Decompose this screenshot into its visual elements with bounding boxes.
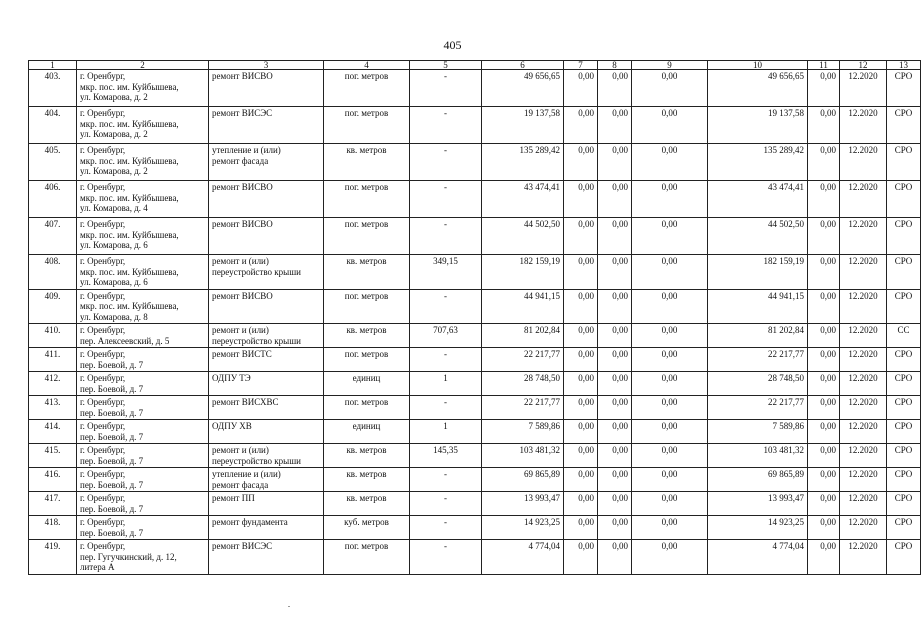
cost-cell: 0,00 [808,107,840,144]
cost-cell: 0,00 [808,492,840,516]
cost-cell: 0,00 [632,420,708,444]
row-number-cell: 406. [29,181,77,218]
cost-cell: 0,00 [598,255,632,290]
funding-source-cell: СРО [887,181,921,218]
address-cell: г. Оренбург, пер. Боевой, д. 7 [77,492,209,516]
quantity-cell: 145,35 [410,444,482,468]
address-cell: г. Оренбург, пер. Алексеевский, д. 5 [77,324,209,348]
funding-source-cell: СРО [887,289,921,324]
cost-cell: 0,00 [598,372,632,396]
cost-cell: 69 865,89 [708,468,808,492]
cost-cell: 0,00 [808,372,840,396]
completion-date-cell: 12.2020 [840,540,887,575]
cost-cell: 0,00 [598,218,632,255]
cost-cell: 0,00 [564,144,598,181]
work-type-cell: ремонт фундамента [209,516,324,540]
cost-cell: 0,00 [632,444,708,468]
table-row [29,420,921,444]
column-header: 4 [324,61,410,70]
table-row [29,218,921,255]
unit-cell: пог. метров [324,181,410,218]
scan-speck [288,606,290,607]
quantity-cell: - [410,218,482,255]
cost-cell: 0,00 [598,420,632,444]
total-cost-cell: 44 502,50 [482,218,564,255]
table-row [29,324,921,348]
funding-source-cell: СРО [887,420,921,444]
table-row [29,396,921,420]
unit-cell: куб. метров [324,516,410,540]
table-row [29,372,921,396]
completion-date-cell: 12.2020 [840,70,887,107]
cost-cell: 49 656,65 [708,70,808,107]
unit-cell: кв. метров [324,444,410,468]
funding-source-cell: СРО [887,444,921,468]
funding-source-cell: СРО [887,70,921,107]
cost-cell: 0,00 [564,70,598,107]
total-cost-cell: 7 589,86 [482,420,564,444]
completion-date-cell: 12.2020 [840,289,887,324]
cost-cell: 0,00 [808,144,840,181]
total-cost-cell: 4 774,04 [482,540,564,575]
unit-cell: единиц [324,372,410,396]
work-type-cell: ремонт ВИСВО [209,289,324,324]
cost-cell: 0,00 [632,540,708,575]
cost-cell: 0,00 [564,516,598,540]
funding-source-cell: СРО [887,396,921,420]
quantity-cell: - [410,144,482,181]
column-header: 10 [708,61,808,70]
completion-date-cell: 12.2020 [840,255,887,290]
unit-cell: кв. метров [324,492,410,516]
row-number-cell: 411. [29,348,77,372]
row-number-cell: 408. [29,255,77,290]
address-cell: г. Оренбург, мкр. пос. им. Куйбышева, ул. Комарова, д. 6 [77,218,209,255]
completion-date-cell: 12.2020 [840,372,887,396]
table-row [29,516,921,540]
cost-cell: 0,00 [564,255,598,290]
row-number-cell: 407. [29,218,77,255]
funding-source-cell: СРО [887,372,921,396]
table-row [29,540,921,575]
quantity-cell: 349,15 [410,255,482,290]
work-type-cell: утепление и (или) ремонт фасада [209,468,324,492]
total-cost-cell: 49 656,65 [482,70,564,107]
cost-cell: 0,00 [808,181,840,218]
quantity-cell: - [410,540,482,575]
quantity-cell: - [410,396,482,420]
unit-cell: кв. метров [324,468,410,492]
cost-cell: 0,00 [632,324,708,348]
funding-source-cell: СРО [887,492,921,516]
unit-cell: кв. метров [324,144,410,181]
work-type-cell: ремонт ВИСЭС [209,107,324,144]
table-row [29,181,921,218]
unit-cell: пог. метров [324,289,410,324]
cost-cell: 13 993,47 [708,492,808,516]
address-cell: г. Оренбург, пер. Боевой, д. 7 [77,372,209,396]
address-cell: г. Оренбург, мкр. пос. им. Куйбышева, ул. Комарова, д. 2 [77,107,209,144]
total-cost-cell: 103 481,32 [482,444,564,468]
cost-cell: 0,00 [564,218,598,255]
cost-cell: 0,00 [632,218,708,255]
cost-cell: 0,00 [598,181,632,218]
cost-cell: 0,00 [598,540,632,575]
cost-cell: 0,00 [808,324,840,348]
address-cell: г. Оренбург, мкр. пос. им. Куйбышева, ул. Комарова, д. 6 [77,255,209,290]
cost-cell: 0,00 [632,372,708,396]
completion-date-cell: 12.2020 [840,516,887,540]
table-row [29,70,921,107]
cost-cell: 0,00 [598,468,632,492]
completion-date-cell: 12.2020 [840,107,887,144]
cost-cell: 7 589,86 [708,420,808,444]
cost-cell: 0,00 [808,70,840,107]
total-cost-cell: 22 217,77 [482,348,564,372]
column-header: 1 [29,61,77,70]
unit-cell: пог. метров [324,348,410,372]
column-number-row [29,61,921,70]
cost-cell: 0,00 [564,372,598,396]
cost-cell: 0,00 [598,396,632,420]
cost-cell: 22 217,77 [708,396,808,420]
cost-cell: 19 137,58 [708,107,808,144]
cost-cell: 0,00 [598,144,632,181]
cost-cell: 22 217,77 [708,348,808,372]
work-type-cell: ремонт ВИСЭС [209,540,324,575]
row-number-cell: 410. [29,324,77,348]
table-row [29,144,921,181]
work-type-cell: ремонт и (или) переустройство крыши [209,444,324,468]
quantity-cell: 1 [410,420,482,444]
table-row [29,492,921,516]
table-row [29,255,921,290]
completion-date-cell: 12.2020 [840,181,887,218]
quantity-cell: - [410,348,482,372]
completion-date-cell: 12.2020 [840,492,887,516]
completion-date-cell: 12.2020 [840,420,887,444]
unit-cell: пог. метров [324,540,410,575]
column-header: 8 [598,61,632,70]
row-number-cell: 404. [29,107,77,144]
completion-date-cell: 12.2020 [840,218,887,255]
cost-cell: 0,00 [808,348,840,372]
funding-source-cell: СРО [887,348,921,372]
address-cell: г. Оренбург, пер. Боевой, д. 7 [77,516,209,540]
funding-source-cell: СРО [887,255,921,290]
cost-cell: 0,00 [564,348,598,372]
address-cell: г. Оренбург, пер. Боевой, д. 7 [77,444,209,468]
work-type-cell: ремонт ВИСТС [209,348,324,372]
unit-cell: кв. метров [324,324,410,348]
cost-cell: 0,00 [632,70,708,107]
funding-source-cell: СРО [887,218,921,255]
table-row [29,468,921,492]
total-cost-cell: 81 202,84 [482,324,564,348]
quantity-cell: - [410,107,482,144]
column-header: 3 [209,61,324,70]
capital-repair-table [28,60,921,575]
work-type-cell: ОДПУ ТЭ [209,372,324,396]
quantity-cell: - [410,70,482,107]
unit-cell: кв. метров [324,255,410,290]
cost-cell: 0,00 [598,70,632,107]
completion-date-cell: 12.2020 [840,348,887,372]
cost-cell: 0,00 [564,444,598,468]
address-cell: г. Оренбург, пер. Боевой, д. 7 [77,420,209,444]
funding-source-cell: СРО [887,540,921,575]
work-type-cell: утепление и (или) ремонт фасада [209,144,324,181]
address-cell: г. Оренбург, мкр. пос. им. Куйбышева, ул. Комарова, д. 2 [77,70,209,107]
cost-cell: 0,00 [598,348,632,372]
table-row [29,289,921,324]
cost-cell: 135 289,42 [708,144,808,181]
total-cost-cell: 19 137,58 [482,107,564,144]
column-header: 11 [808,61,840,70]
row-number-cell: 415. [29,444,77,468]
unit-cell: пог. метров [324,107,410,144]
row-number-cell: 414. [29,420,77,444]
row-number-cell: 418. [29,516,77,540]
cost-cell: 43 474,41 [708,181,808,218]
completion-date-cell: 12.2020 [840,324,887,348]
cost-cell: 81 202,84 [708,324,808,348]
work-type-cell: ОДПУ ХВ [209,420,324,444]
table-row [29,348,921,372]
address-cell: г. Оренбург, пер. Гугучкинский, д. 12, литера А [77,540,209,575]
row-number-cell: 413. [29,396,77,420]
cost-cell: 0,00 [808,218,840,255]
total-cost-cell: 22 217,77 [482,396,564,420]
quantity-cell: - [410,181,482,218]
column-header: 6 [482,61,564,70]
work-type-cell: ремонт ВИСВО [209,218,324,255]
cost-cell: 0,00 [632,396,708,420]
cost-cell: 0,00 [564,396,598,420]
row-number-cell: 403. [29,70,77,107]
quantity-cell: 1 [410,372,482,396]
cost-cell: 44 941,15 [708,289,808,324]
total-cost-cell: 135 289,42 [482,144,564,181]
cost-cell: 0,00 [564,468,598,492]
cost-cell: 0,00 [564,492,598,516]
cost-cell: 0,00 [564,289,598,324]
funding-source-cell: СС [887,324,921,348]
work-type-cell: ремонт ПП [209,492,324,516]
column-header: 13 [887,61,921,70]
row-number-cell: 419. [29,540,77,575]
cost-cell: 0,00 [632,181,708,218]
total-cost-cell: 13 993,47 [482,492,564,516]
address-cell: г. Оренбург, мкр. пос. им. Куйбышева, ул. Комарова, д. 2 [77,144,209,181]
cost-cell: 0,00 [598,444,632,468]
unit-cell: пог. метров [324,396,410,420]
table-row [29,107,921,144]
work-type-cell: ремонт ВИСВО [209,70,324,107]
address-cell: г. Оренбург, пер. Боевой, д. 7 [77,396,209,420]
cost-cell: 0,00 [564,181,598,218]
cost-cell: 0,00 [564,107,598,144]
cost-cell: 182 159,19 [708,255,808,290]
cost-cell: 44 502,50 [708,218,808,255]
cost-cell: 0,00 [632,468,708,492]
cost-cell: 0,00 [808,444,840,468]
cost-cell: 0,00 [632,348,708,372]
column-header: 5 [410,61,482,70]
cost-cell: 0,00 [598,516,632,540]
total-cost-cell: 28 748,50 [482,372,564,396]
total-cost-cell: 44 941,15 [482,289,564,324]
funding-source-cell: СРО [887,468,921,492]
total-cost-cell: 43 474,41 [482,181,564,218]
cost-cell: 0,00 [598,492,632,516]
total-cost-cell: 69 865,89 [482,468,564,492]
total-cost-cell: 182 159,19 [482,255,564,290]
address-cell: г. Оренбург, пер. Боевой, д. 7 [77,468,209,492]
cost-cell: 0,00 [632,255,708,290]
cost-cell: 0,00 [564,324,598,348]
cost-cell: 0,00 [808,289,840,324]
page-number: 405 [443,38,462,52]
row-number-cell: 412. [29,372,77,396]
cost-cell: 0,00 [598,107,632,144]
completion-date-cell: 12.2020 [840,444,887,468]
total-cost-cell: 14 923,25 [482,516,564,540]
cost-cell: 0,00 [564,420,598,444]
address-cell: г. Оренбург, мкр. пос. им. Куйбышева, ул. Комарова, д. 8 [77,289,209,324]
funding-source-cell: СРО [887,144,921,181]
cost-cell: 4 774,04 [708,540,808,575]
work-type-cell: ремонт ВИСХВС [209,396,324,420]
quantity-cell: - [410,468,482,492]
completion-date-cell: 12.2020 [840,144,887,181]
cost-cell: 0,00 [632,144,708,181]
cost-cell: 0,00 [564,540,598,575]
completion-date-cell: 12.2020 [840,396,887,420]
cost-cell: 0,00 [808,540,840,575]
table-row [29,444,921,468]
completion-date-cell: 12.2020 [840,468,887,492]
cost-cell: 0,00 [808,468,840,492]
cost-cell: 0,00 [632,289,708,324]
address-cell: г. Оренбург, мкр. пос. им. Куйбышева, ул. Комарова, д. 4 [77,181,209,218]
unit-cell: пог. метров [324,218,410,255]
work-type-cell: ремонт и (или) переустройство крыши [209,255,324,290]
cost-cell: 0,00 [598,289,632,324]
cost-cell: 0,00 [632,492,708,516]
row-number-cell: 416. [29,468,77,492]
row-number-cell: 417. [29,492,77,516]
unit-cell: единиц [324,420,410,444]
work-type-cell: ремонт и (или) переустройство крыши [209,324,324,348]
column-header: 7 [564,61,598,70]
quantity-cell: - [410,289,482,324]
address-cell: г. Оренбург, пер. Боевой, д. 7 [77,348,209,372]
cost-cell: 0,00 [808,396,840,420]
unit-cell: пог. метров [324,70,410,107]
cost-cell: 0,00 [598,324,632,348]
row-number-cell: 409. [29,289,77,324]
column-header: 2 [77,61,209,70]
cost-cell: 0,00 [632,516,708,540]
quantity-cell: - [410,492,482,516]
row-number-cell: 405. [29,144,77,181]
work-type-cell: ремонт ВИСВО [209,181,324,218]
cost-cell: 0,00 [808,255,840,290]
funding-source-cell: СРО [887,516,921,540]
column-header: 12 [840,61,887,70]
cost-cell: 28 748,50 [708,372,808,396]
cost-cell: 14 923,25 [708,516,808,540]
cost-cell: 0,00 [808,420,840,444]
funding-source-cell: СРО [887,107,921,144]
quantity-cell: 707,63 [410,324,482,348]
cost-cell: 0,00 [632,107,708,144]
quantity-cell: - [410,516,482,540]
cost-cell: 103 481,32 [708,444,808,468]
column-header: 9 [632,61,708,70]
cost-cell: 0,00 [808,516,840,540]
